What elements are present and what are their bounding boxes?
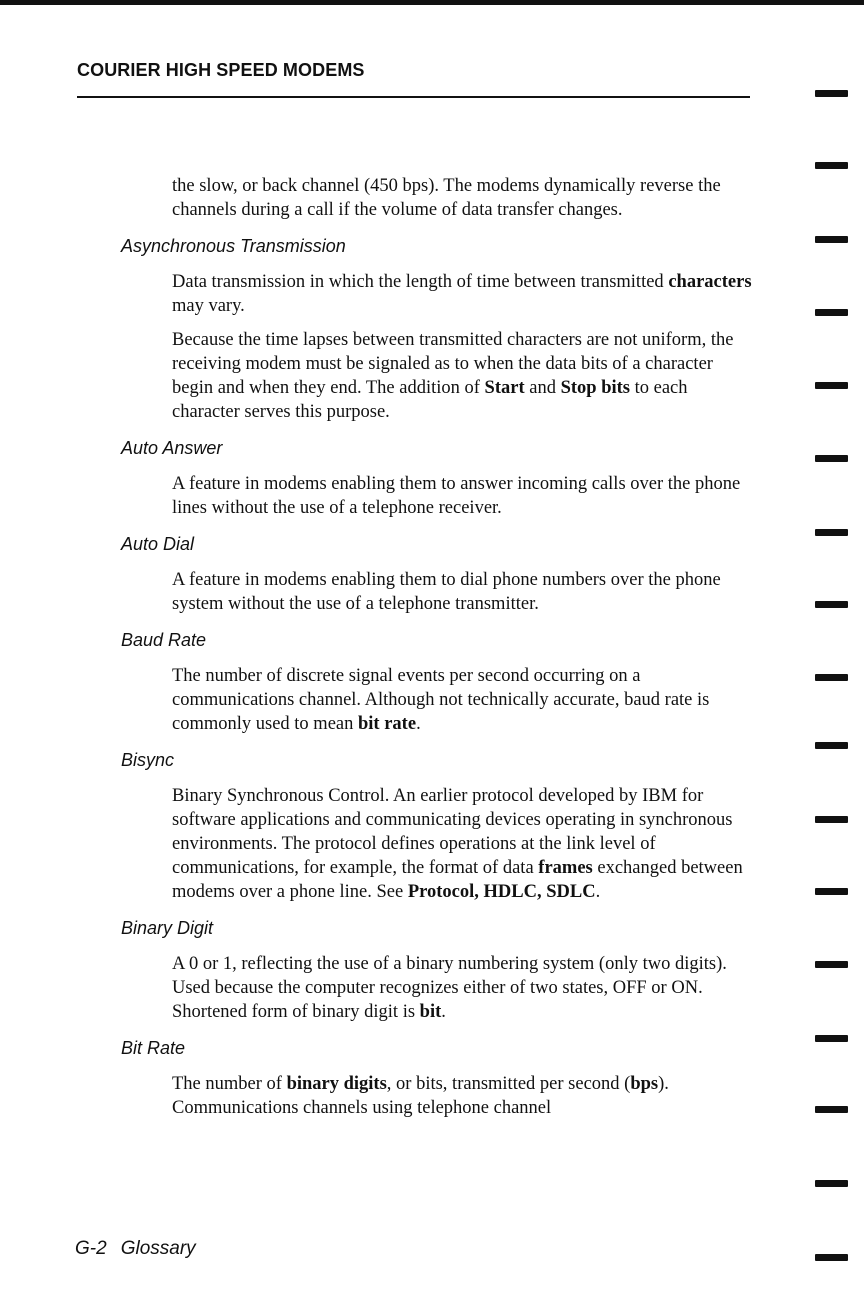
definition-paragraph — [172, 1072, 752, 1120]
page-footer — [75, 1238, 196, 1260]
edge-index-mark — [815, 1180, 848, 1187]
edge-index-mark — [815, 309, 848, 316]
edge-index-mark — [815, 742, 848, 749]
glossary-entry-baud-rate — [0, 628, 864, 736]
definition-text: ). Communications channels using telephone channel — [172, 1074, 669, 1118]
section-name: Glossary — [120, 1238, 196, 1259]
intro-paragraph: the slow, or back channel (450 bps). The modems dynamically reverse the channels during a call if the volume of data transfer changes. — [172, 176, 721, 220]
definition-text: The number of discrete signal events per second occurring on a communications channel. Although not technically accurate, baud rate is commonly used to mean — [172, 666, 710, 734]
definition-text: may vary. — [172, 296, 245, 316]
definition-text: Because the time lapses between transmitted characters are not uniform, the receiving modem must be signaled as to when the data bits of a character begin and when they end. The addition of — [172, 330, 734, 398]
edge-index-mark — [815, 455, 848, 462]
cross-reference: characters — [668, 272, 752, 292]
edge-index-mark — [815, 1035, 848, 1042]
term-heading: Baud Rate — [121, 630, 207, 650]
header-rule — [77, 96, 750, 98]
glossary-entry-auto-dial — [0, 532, 864, 616]
term-heading: Binary Digit — [121, 918, 214, 938]
glossary-content — [0, 174, 864, 1120]
definition-paragraph: A feature in modems enabling them to answer incoming calls over the phone lines without the use of a telephone receiver. — [172, 474, 741, 518]
edge-index-mark — [815, 601, 848, 608]
edge-index-mark — [815, 236, 848, 243]
running-header: COURIER HIGH SPEED MODEMS — [77, 60, 365, 80]
glossary-entry-auto-answer — [0, 436, 864, 520]
edge-index-mark — [815, 529, 848, 536]
definition-text: exchanged between modems over a phone line. See — [172, 858, 743, 902]
definition-text: . — [595, 882, 601, 902]
cross-reference: Protocol, HDLC, SDLC — [407, 882, 596, 902]
term-heading: Asynchronous Transmission — [121, 236, 346, 256]
definition-text: . — [416, 714, 421, 734]
definition-text: The number of — [172, 1074, 287, 1094]
definition-text: to each character serves this purpose. — [172, 378, 688, 422]
glossary-entry-binary-digit — [0, 916, 864, 1024]
cross-reference: Stop bits — [560, 378, 630, 398]
glossary-entry-asynchronous-transmission — [0, 234, 864, 424]
term-heading: Auto Answer — [121, 438, 223, 458]
cross-reference: binary digits — [286, 1074, 387, 1094]
term-heading: Bisync — [121, 750, 175, 770]
top-border-rule — [0, 0, 864, 5]
edge-index-mark — [815, 90, 848, 97]
cross-reference: frames — [538, 858, 593, 878]
cross-reference: bit rate — [358, 714, 417, 734]
cross-reference: bit — [419, 1002, 442, 1022]
definition-paragraph — [172, 784, 752, 904]
definition-text: Data transmission in which the length of time between transmitted — [172, 272, 669, 292]
definition-text: A 0 or 1, reflecting the use of a binary numbering system (only two digits). Used because the computer recognizes either of two states, OFF or ON. Shortened form of binary digit is — [172, 954, 727, 1022]
definition-paragraph: A feature in modems enabling them to dial phone numbers over the phone system without the use of a telephone transmitter. — [172, 570, 721, 614]
term-heading: Bit Rate — [121, 1038, 186, 1058]
definition-paragraph — [172, 328, 752, 424]
definition-text: and — [524, 378, 561, 398]
edge-index-mark — [815, 1254, 848, 1261]
edge-index-mark — [815, 382, 848, 389]
edge-index-mark — [815, 816, 848, 823]
definition-text: Binary Synchronous Control. An earlier protocol developed by IBM for software applications and communicating devices operating in synchronous environments. The protocol defines operations at the link level of communications, for example, the format of data — [172, 786, 733, 878]
glossary-entry-bisync — [0, 748, 864, 904]
definition-text: , or bits, transmitted per second ( — [386, 1074, 631, 1094]
edge-index-mark — [815, 1106, 848, 1113]
edge-index-mark — [815, 162, 848, 169]
edge-index-mark — [815, 674, 848, 681]
term-heading: Auto Dial — [121, 534, 195, 554]
glossary-entry-bit-rate — [0, 1036, 864, 1120]
definition-paragraph — [172, 270, 752, 318]
edge-index-mark — [815, 888, 848, 895]
cross-reference: Start — [484, 378, 525, 398]
edge-index-mark — [815, 961, 848, 968]
cross-reference: bps — [630, 1074, 659, 1094]
page-number: G-2 — [75, 1238, 107, 1259]
definition-text: . — [441, 1002, 446, 1022]
definition-paragraph — [172, 664, 752, 736]
definition-paragraph — [172, 952, 752, 1024]
